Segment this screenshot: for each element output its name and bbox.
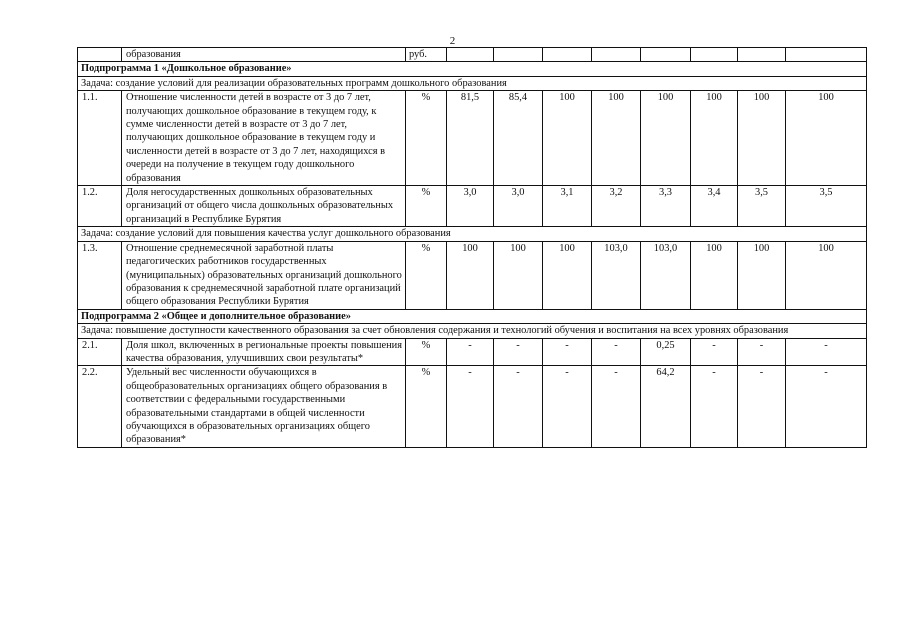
indicator-number: 1.1.: [78, 91, 122, 186]
cell-empty: [543, 48, 592, 62]
indicator-value: 3,2: [592, 186, 641, 227]
indicator-value: -: [592, 338, 641, 366]
indicator-value: -: [494, 366, 543, 447]
indicator-row: [78, 186, 867, 227]
indicator-row: [78, 241, 867, 309]
task-text: Задача: создание условий для реализации образовательных программ дошкольного образования: [78, 76, 867, 90]
continuation-unit: руб.: [406, 48, 447, 62]
continuation-row: [78, 48, 867, 62]
subprogram-row: [78, 309, 867, 323]
subprogram-title: Подпрограмма 1 «Дошкольное образование»: [78, 62, 867, 76]
indicator-value: 3,0: [494, 186, 543, 227]
indicator-number: 1.2.: [78, 186, 122, 227]
cell-empty: [447, 48, 494, 62]
indicator-value: -: [691, 338, 738, 366]
indicator-value: 100: [592, 91, 641, 186]
indicator-unit: %: [406, 338, 447, 366]
indicator-value: -: [738, 338, 786, 366]
indicator-name: Отношение среднемесячной заработной платы педагогических работников государственных (муниципальных) образовательных организаций дошкольного образования к среднемесячной заработной плате организаций общего образования Республики Бурятия: [122, 241, 406, 309]
indicator-value: 85,4: [494, 91, 543, 186]
indicator-value: 0,25: [641, 338, 691, 366]
indicator-unit: %: [406, 186, 447, 227]
indicator-name: Доля школ, включенных в региональные проекты повышения качества образования, улучшивших свои результаты*: [122, 338, 406, 366]
indicator-value: 3,0: [447, 186, 494, 227]
indicator-value: 100: [543, 241, 592, 309]
indicator-unit: %: [406, 91, 447, 186]
cell-empty: [78, 48, 122, 62]
indicator-unit: %: [406, 366, 447, 447]
cell-empty: [738, 48, 786, 62]
indicator-value: 100: [738, 241, 786, 309]
indicator-value: -: [592, 366, 641, 447]
indicators-table: [77, 47, 867, 448]
continuation-label: образования: [122, 48, 406, 62]
indicator-value: -: [786, 366, 867, 447]
indicator-number: 2.1.: [78, 338, 122, 366]
indicator-value: -: [738, 366, 786, 447]
cell-empty: [786, 48, 867, 62]
indicator-value: 100: [494, 241, 543, 309]
indicator-value: 100: [691, 241, 738, 309]
indicator-value: 100: [738, 91, 786, 186]
indicator-name: Отношение численности детей в возрасте от 3 до 7 лет, получающих дошкольное образование в текущем году, к сумме численности детей в возрасте от 3 до 7 лет, получающих дошкольное образование в текущем году и численности детей в возрасте от 3 до 7 лет, находящихся в очереди на получение в текущем году дошкольного образования: [122, 91, 406, 186]
indicator-value: 3,5: [738, 186, 786, 227]
indicator-unit: %: [406, 241, 447, 309]
indicator-value: 100: [691, 91, 738, 186]
task-row: [78, 76, 867, 90]
indicator-value: 3,5: [786, 186, 867, 227]
cell-empty: [691, 48, 738, 62]
indicator-value: 81,5: [447, 91, 494, 186]
cell-empty: [641, 48, 691, 62]
indicator-value: 103,0: [592, 241, 641, 309]
indicator-value: -: [691, 366, 738, 447]
indicator-value: 100: [543, 91, 592, 186]
indicator-value: -: [543, 366, 592, 447]
indicator-row: [78, 91, 867, 186]
indicator-number: 1.3.: [78, 241, 122, 309]
indicator-value: -: [494, 338, 543, 366]
indicator-value: -: [447, 366, 494, 447]
indicator-row: [78, 338, 867, 366]
task-row: [78, 324, 867, 338]
indicator-value: 3,3: [641, 186, 691, 227]
table-body: [78, 48, 867, 448]
indicator-value: 100: [641, 91, 691, 186]
indicator-value: 3,4: [691, 186, 738, 227]
indicator-value: 100: [786, 91, 867, 186]
task-text: Задача: повышение доступности качественного образования за счет обновления содержания и технологий обучения и воспитания на всех уровнях образования: [78, 324, 867, 338]
indicator-value: 3,1: [543, 186, 592, 227]
indicator-row: [78, 366, 867, 447]
indicator-value: -: [447, 338, 494, 366]
indicator-value: 103,0: [641, 241, 691, 309]
indicator-number: 2.2.: [78, 366, 122, 447]
indicator-value: -: [543, 338, 592, 366]
task-row: [78, 227, 867, 241]
indicator-name: Доля негосударственных дошкольных образовательных организаций от общего числа дошкольных образовательных организаций в Республике Бурятия: [122, 186, 406, 227]
cell-empty: [494, 48, 543, 62]
subprogram-title: Подпрограмма 2 «Общее и дополнительное образование»: [78, 309, 867, 323]
indicator-value: 64,2: [641, 366, 691, 447]
indicator-value: -: [786, 338, 867, 366]
cell-empty: [592, 48, 641, 62]
indicator-value: 100: [786, 241, 867, 309]
page-number: 2: [449, 35, 456, 47]
indicator-name: Удельный вес численности обучающихся в общеобразовательных организациях общего образования в соответствии с федеральными государственными образовательными стандартами в общей численности обучающихся в образовательных организациях общего образования*: [122, 366, 406, 447]
subprogram-row: [78, 62, 867, 76]
task-text: Задача: создание условий для повышения качества услуг дошкольного образования: [78, 227, 867, 241]
indicator-value: 100: [447, 241, 494, 309]
